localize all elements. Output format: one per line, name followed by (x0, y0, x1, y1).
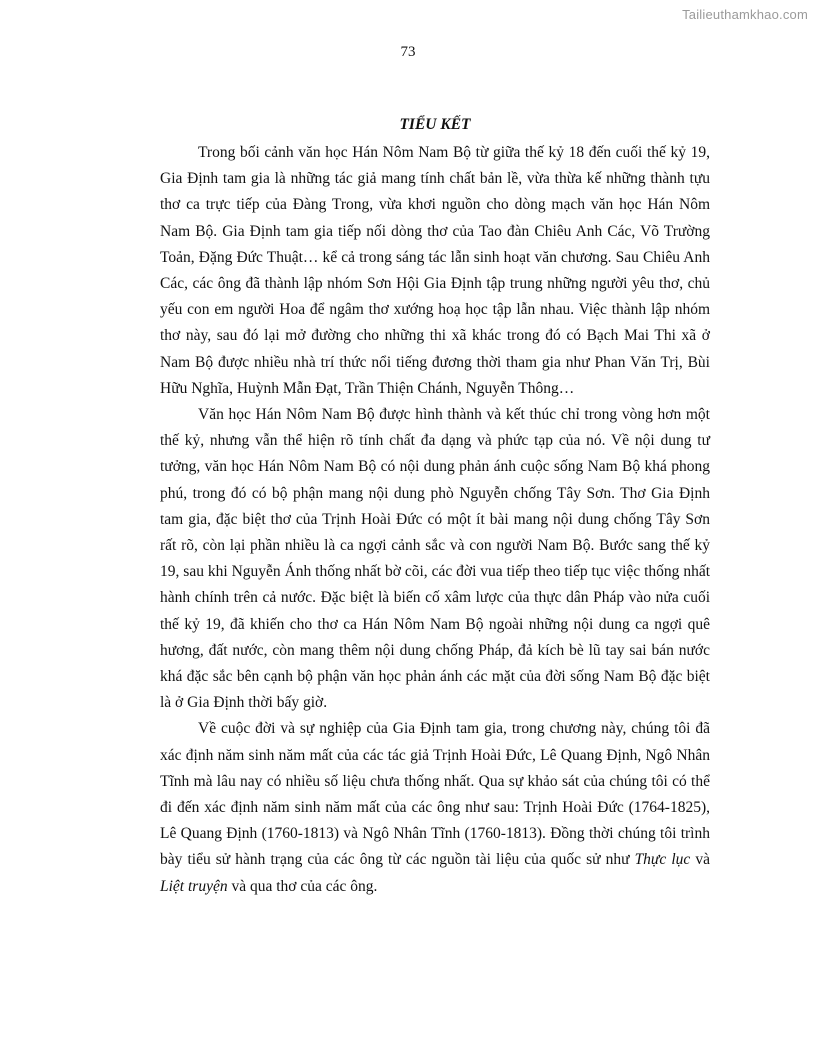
paragraph-1: Trong bối cảnh văn học Hán Nôm Nam Bộ từ giữa thế kỷ 18 đến cuối thế kỷ 19, Gia Định tam gia là những tác giả mang tính chất bản lề, vừa thừa kế những thành tựu thơ ca trực tiếp của Đàng Trong, vừa khơi nguồn cho dòng mạch văn học Hán Nôm Nam Bộ. Gia Định tam gia tiếp nối dòng thơ của Tao đàn Chiêu Anh Các, Võ Trường Toản, Đặng Đức Thuật… kể cả trong sáng tác lẫn sinh hoạt văn chương. Sau Chiêu Anh Các, các ông đã thành lập nhóm Sơn Hội Gia Định tập trung những người yêu thơ, chủ yếu con em người Hoa để ngâm thơ xướng hoạ học tập lẫn nhau. Việc thành lập nhóm thơ này, sau đó lại mở đường cho những thi xã khác trong đó có Bạch Mai Thi xã ở Nam Bộ được nhiều nhà trí thức nổi tiếng đương thời tham gia như Phan Văn Trị, Bùi Hữu Nghĩa, Huỳnh Mẫn Đạt, Trần Thiện Chánh, Nguyễn Thông… (160, 144, 710, 397)
page-number: 73 (400, 44, 416, 60)
paragraph-3-text-mid: và (690, 851, 710, 869)
paragraph-3-text-after: và qua thơ của các ông. (227, 877, 378, 895)
watermark: Tailieuthamkhao.com (682, 7, 808, 22)
title-liet-truyen: Liệt truyện (160, 877, 228, 895)
section-title: TIỂU KẾT (399, 116, 471, 133)
paragraph-2: Văn học Hán Nôm Nam Bộ được hình thành và kết thúc chỉ trong vòng hơn một thế kỷ, nhưng vẫn thể hiện rõ tính chất đa dạng và phức tạp của nó. Về nội dung tư tưởng, văn học Hán Nôm Nam Bộ có nội dung phản ánh cuộc sống Nam Bộ khá phong phú, trong đó có bộ phận mang nội dung phò Nguyễn chống Tây Sơn. Thơ Gia Định tam gia, đặc biệt thơ của Trịnh Hoài Đức có một ít bài mang nội dung chống Tây Sơn rất rõ, còn lại phần nhiều là ca ngợi cảnh sắc và con người Nam Bộ. Bước sang thế kỷ 19, sau khi Nguyễn Ánh thống nhất bờ cõi, các đời vua tiếp theo tiếp tục việc thống nhất hành chính trên cả nước. Đặc biệt là biến cố xâm lược của thực dân Pháp vào nửa cuối thế kỷ 19, đã khiến cho thơ ca Hán Nôm Nam Bộ ngoài những nội dung ca ngợi quê hương, đất nước, còn mang thêm nội dung chống Pháp, đả kích bè lũ tay sai bán nước khá đặc sắc bên cạnh bộ phận văn học phản ánh các mặt của đời sống Nam Bộ đặc biệt là ở Gia Định thời bấy giờ. (160, 406, 710, 712)
paragraph-3 (160, 716, 710, 899)
title-thuc-luc: Thực lục (634, 851, 691, 869)
paragraph-3-text-before: Về cuộc đời và sự nghiệp của Gia Định tam gia, trong chương này, chúng tôi đã xác định năm sinh năm mất của các tác giả Trịnh Hoài Đức, Lê Quang Định, Ngô Nhân Tĩnh mà lâu nay có nhiều số liệu chưa thống nhất. Qua sự khảo sát của chúng tôi có thể đi đến xác định năm sinh năm mất của các ông như sau: Trịnh Hoài Đức (1764-1825), Lê Quang Định (1760-1813) và Ngô Nhân Tĩnh (1760-1813). Đồng thời chúng tôi trình bày tiểu sử hành trạng của các ông từ các nguồn tài liệu của quốc sử như (160, 720, 710, 869)
document-body (160, 114, 710, 900)
